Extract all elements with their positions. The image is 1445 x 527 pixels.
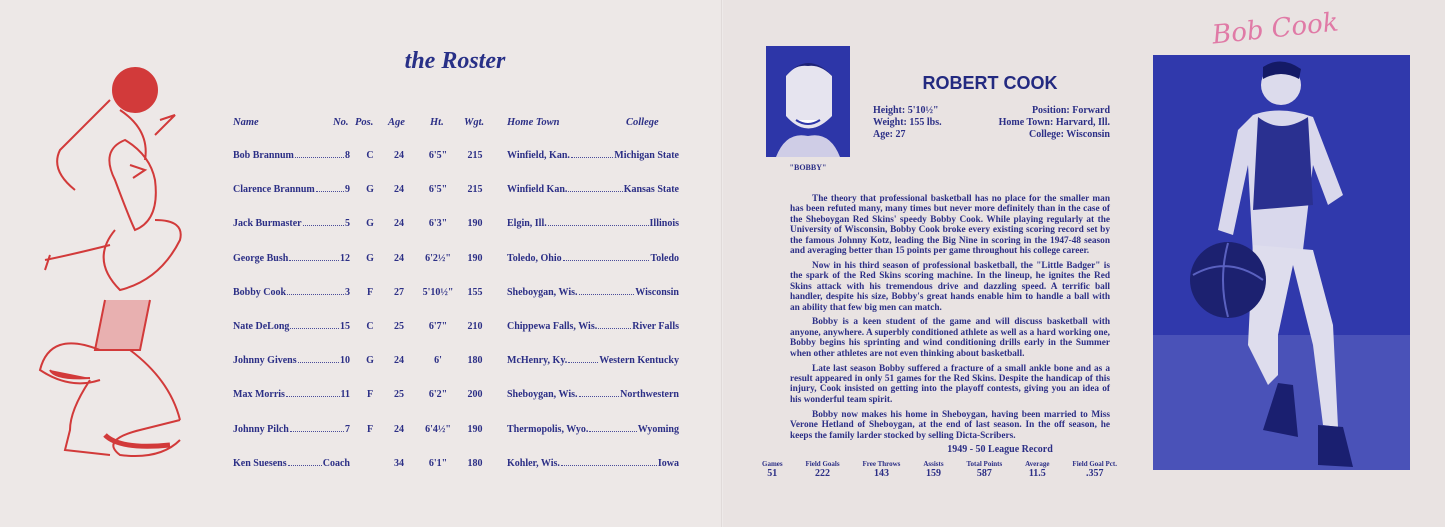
number-text: 11 xyxy=(340,389,350,401)
college-text: Kansas State xyxy=(623,184,679,196)
leader-dots xyxy=(286,396,340,397)
leader-dots xyxy=(290,328,339,329)
roster-row xyxy=(233,150,679,164)
stat-label: Field Goal Pct. xyxy=(1072,460,1117,468)
name-cell xyxy=(233,253,350,264)
header-home: Home Town xyxy=(507,117,560,128)
header-college: College xyxy=(626,117,659,128)
pos-cell: G xyxy=(366,184,374,196)
roster-row xyxy=(233,218,679,232)
college-text: Western Kentucky xyxy=(599,355,679,367)
bio-text xyxy=(790,194,1110,445)
header-ht: Ht. xyxy=(430,117,444,128)
home-college-cell xyxy=(507,184,679,195)
name-cell xyxy=(233,218,350,229)
leader-dots xyxy=(295,157,344,158)
bio-paragraph: The theory that professional basketball has no place for the smaller man has been refuted many, many times but never more definitely than in the case of the Sheboygan Red Skins' speedy Bobby Cook. While playing regularly at the University of Wisconsin, Bobby Cook broke every existing scoring record set by the famous Johnny Kotz, leading the Big Nine in scoring in the 1947-48 season and averaging better than 15 points per game throughout his college career. xyxy=(790,194,1110,257)
bio-paragraph: Bobby is a keen student of the game and will discuss basketball with anyone, anywhere. A superbly conditioned athlete as well as a hard working one, Bobby begins his sprinting and wind conditioning drills early in the Summer when other athletes are not even thinking about basketball. xyxy=(790,317,1110,359)
leader-dots xyxy=(303,225,344,226)
player-name-text: Johnny Pilch xyxy=(233,423,289,435)
college-text: River Falls xyxy=(632,321,679,332)
number-text: 15 xyxy=(340,321,350,332)
stat-label: Average xyxy=(1025,460,1050,468)
roster-page xyxy=(0,0,722,527)
home-college-cell xyxy=(507,218,679,229)
leader-dots xyxy=(287,294,344,295)
bio-paragraph: Late last season Bobby suffered a fracture of a small ankle bone and as a result appeared in only 51 games for the Red Skins. Despite the handicap of this injury, Cook insisted on getting into the playoff contests, giving you an idea of his wonderful team spirit. xyxy=(790,363,1110,405)
age-cell: 27 xyxy=(394,286,404,298)
leader-dots xyxy=(589,431,636,432)
age-cell: 24 xyxy=(394,252,404,264)
name-cell xyxy=(233,424,350,435)
name-cell xyxy=(233,389,350,400)
leader-dots xyxy=(288,465,322,466)
height-cell: 6'1" xyxy=(428,457,448,469)
stat-label: Games xyxy=(762,460,783,468)
info-left xyxy=(873,105,942,141)
home-college-cell xyxy=(507,150,679,161)
age-cell: 25 xyxy=(394,389,404,401)
bio-paragraph: Now in his third season of professional basketball, the "Little Badger" is the spark of the Red Skins scoring machine. In the lineup, he ignites the Red Skins attack with his tremendous drive and dazzling speed. A terrific ball handler, despite his size, Bobby's great hands enable him to handle a ball with an ability that few big men can match. xyxy=(790,260,1110,313)
pos-cell: F xyxy=(366,423,374,435)
pos-cell: F xyxy=(366,389,374,401)
height-cell: 6'5" xyxy=(428,150,448,161)
roster-row xyxy=(233,253,679,267)
leader-dots xyxy=(289,260,339,261)
stat-value: 143 xyxy=(873,468,889,479)
cartoon-illustration xyxy=(30,60,200,465)
player-name-text: Ken Suesens xyxy=(233,457,287,469)
home-college-cell xyxy=(507,458,679,469)
age-cell: 24 xyxy=(394,355,404,367)
player-name-text: George Bush xyxy=(233,252,289,264)
header-pos: Pos. xyxy=(355,117,374,128)
college-text: Illinois xyxy=(649,218,679,230)
stat-value: 11.5 xyxy=(1028,468,1046,479)
college-text: Michigan State xyxy=(614,150,679,161)
weight-cell: 210 xyxy=(467,321,483,332)
home-college-cell xyxy=(507,424,679,435)
player-name-text: Johnny Givens xyxy=(233,355,297,367)
weight-cell: 180 xyxy=(467,355,483,367)
stat-label: Total Points xyxy=(966,460,1003,468)
headshot-photo xyxy=(766,46,850,157)
home-college-cell xyxy=(507,253,679,264)
stat-value: 222 xyxy=(815,468,831,479)
pos-cell: C xyxy=(366,321,374,332)
number-text: 12 xyxy=(340,252,350,264)
number-text: Coach xyxy=(322,457,350,469)
roster-title: the Roster xyxy=(404,48,506,74)
hometown-text: Winfield, Kan. xyxy=(507,150,570,161)
college-text: Northwestern xyxy=(620,389,679,401)
number-text: 3 xyxy=(345,286,350,298)
record-title: 1949 - 50 League Record xyxy=(947,444,1053,455)
weight-cell: 215 xyxy=(467,184,483,196)
weight-cell: 190 xyxy=(467,252,483,264)
player-name: ROBERT COOK xyxy=(922,73,1058,93)
stats-table xyxy=(762,460,1117,479)
roster-row xyxy=(233,389,679,403)
name-cell xyxy=(233,321,350,332)
weight-info: Weight: 155 lbs. xyxy=(873,117,942,128)
stat-label: Field Goals xyxy=(805,460,840,468)
stat-column xyxy=(1072,460,1117,479)
stat-value: 159 xyxy=(925,468,941,479)
name-cell xyxy=(233,458,350,469)
basketball-drawing xyxy=(113,68,157,112)
stat-column xyxy=(806,460,840,479)
college-text: Wisconsin xyxy=(635,286,679,298)
stat-column xyxy=(1025,460,1049,479)
home-college-cell xyxy=(507,287,679,298)
hometown-text: Sheboygan, Wis. xyxy=(507,286,578,298)
stat-label: Free Throws xyxy=(862,460,901,468)
leader-dots xyxy=(561,465,657,466)
college-text: Wyoming xyxy=(637,423,679,435)
leader-dots xyxy=(298,362,339,363)
age-info: Age: 27 xyxy=(873,129,906,140)
hometown-text: Sheboygan, Wis. xyxy=(507,389,578,401)
weight-cell: 200 xyxy=(467,389,483,401)
age-cell: 24 xyxy=(394,150,404,161)
nickname-caption: "BOBBY" xyxy=(789,163,827,172)
stat-column xyxy=(762,460,783,479)
number-text: 9 xyxy=(345,184,350,196)
pos-cell: C xyxy=(366,150,374,161)
roster-row xyxy=(233,355,679,369)
home-college-cell xyxy=(507,321,679,332)
height-cell: 5'10½" xyxy=(422,286,454,298)
weight-cell: 215 xyxy=(467,150,483,161)
college-info: College: Wisconsin xyxy=(1028,129,1110,140)
height-cell: 6' xyxy=(434,355,442,367)
weight-cell: 190 xyxy=(467,423,483,435)
header-name: Name xyxy=(233,117,259,128)
name-cell xyxy=(233,184,350,195)
leader-dots xyxy=(579,294,635,295)
hometown-text: McHenry, Ky. xyxy=(507,355,568,367)
hometown-text: Thermopolis, Wyo. xyxy=(507,423,589,435)
stat-column xyxy=(966,460,1002,479)
pos-cell: G xyxy=(366,252,374,264)
position-info: Position: Forward xyxy=(1031,105,1110,116)
age-cell: 24 xyxy=(394,218,404,230)
signature: Bob Cook xyxy=(1210,7,1340,51)
leader-dots xyxy=(548,225,649,226)
stat-column xyxy=(862,460,900,479)
number-text: 5 xyxy=(345,218,350,230)
player-name-text: Clarence Brannum xyxy=(233,184,315,196)
header-wgt: Wgt. xyxy=(464,117,485,128)
leader-dots xyxy=(579,396,620,397)
leader-dots xyxy=(290,431,344,432)
number-text: 10 xyxy=(340,355,350,367)
stat-column xyxy=(923,460,943,479)
number-text: 7 xyxy=(345,423,350,435)
hometown-text: Kohler, Wis. xyxy=(507,457,560,469)
name-cell xyxy=(233,287,350,298)
height-cell: 6'5" xyxy=(428,184,448,196)
headshot-image xyxy=(766,46,850,157)
stat-value: 587 xyxy=(976,468,992,479)
leader-dots xyxy=(598,328,631,329)
roster-row xyxy=(233,287,679,301)
roster-row xyxy=(233,424,679,438)
age-cell: 34 xyxy=(394,457,404,469)
leader-dots xyxy=(568,362,598,363)
hometown-text: Chippewa Falls, Wis. xyxy=(507,321,598,332)
weight-cell: 190 xyxy=(467,218,483,230)
height-cell: 6'2½" xyxy=(425,252,451,264)
player-name-text: Bobby Cook xyxy=(233,286,287,298)
college-text: Iowa xyxy=(657,457,679,469)
pos-cell: F xyxy=(366,286,374,298)
weight-cell: 155 xyxy=(467,286,483,298)
hometown-info: Home Town: Harvard, Ill. xyxy=(998,117,1110,128)
hometown-text: Toledo, Ohio xyxy=(507,252,562,264)
info-right xyxy=(960,105,1110,141)
player-name-text: Max Morris xyxy=(233,389,285,401)
name-cell xyxy=(233,150,350,161)
pos-cell: G xyxy=(366,218,374,230)
header-age: Age xyxy=(388,117,405,128)
header-no: No. xyxy=(333,117,349,128)
roster-row xyxy=(233,321,679,335)
height-cell: 6'4½" xyxy=(425,423,451,435)
player-name-text: Jack Burmaster xyxy=(233,218,302,230)
height-cell: 6'7" xyxy=(428,321,448,332)
player-action-image xyxy=(1153,55,1410,470)
name-cell xyxy=(233,355,350,366)
college-text: Toledo xyxy=(650,252,679,264)
home-college-cell xyxy=(507,355,679,366)
leader-dots xyxy=(571,157,613,158)
hometown-text: Elgin, Ill. xyxy=(507,218,547,230)
age-cell: 24 xyxy=(394,184,404,196)
number-text: 8 xyxy=(345,150,350,161)
leader-dots xyxy=(568,191,622,192)
roster-row xyxy=(233,184,679,198)
home-college-cell xyxy=(507,389,679,400)
hometown-text: Winfield Kan. xyxy=(507,184,568,196)
age-cell: 25 xyxy=(394,321,404,332)
pos-cell: G xyxy=(366,355,374,367)
weight-cell: 180 xyxy=(467,457,483,469)
height-cell: 6'2" xyxy=(428,389,448,401)
action-photo xyxy=(1153,55,1410,470)
stat-value: .357 xyxy=(1085,468,1104,479)
age-cell: 24 xyxy=(394,423,404,435)
height-info: Height: 5'10½" xyxy=(873,105,939,116)
roster-row xyxy=(233,458,679,472)
player-name-text: Bob Brannum xyxy=(233,150,294,161)
leader-dots xyxy=(316,191,344,192)
height-cell: 6'3" xyxy=(428,218,448,230)
player-name-text: Nate DeLong xyxy=(233,321,290,332)
stat-label: Assists xyxy=(923,460,944,468)
leader-dots xyxy=(563,260,650,261)
stat-value: 51 xyxy=(767,468,778,479)
bio-paragraph: Bobby now makes his home in Sheboygan, having been married to Miss Verone Hetland of Sheboygan, at the end of last season. In the off season, he keeps the family larder stocked by selling Dicta-Scribers. xyxy=(790,409,1110,441)
